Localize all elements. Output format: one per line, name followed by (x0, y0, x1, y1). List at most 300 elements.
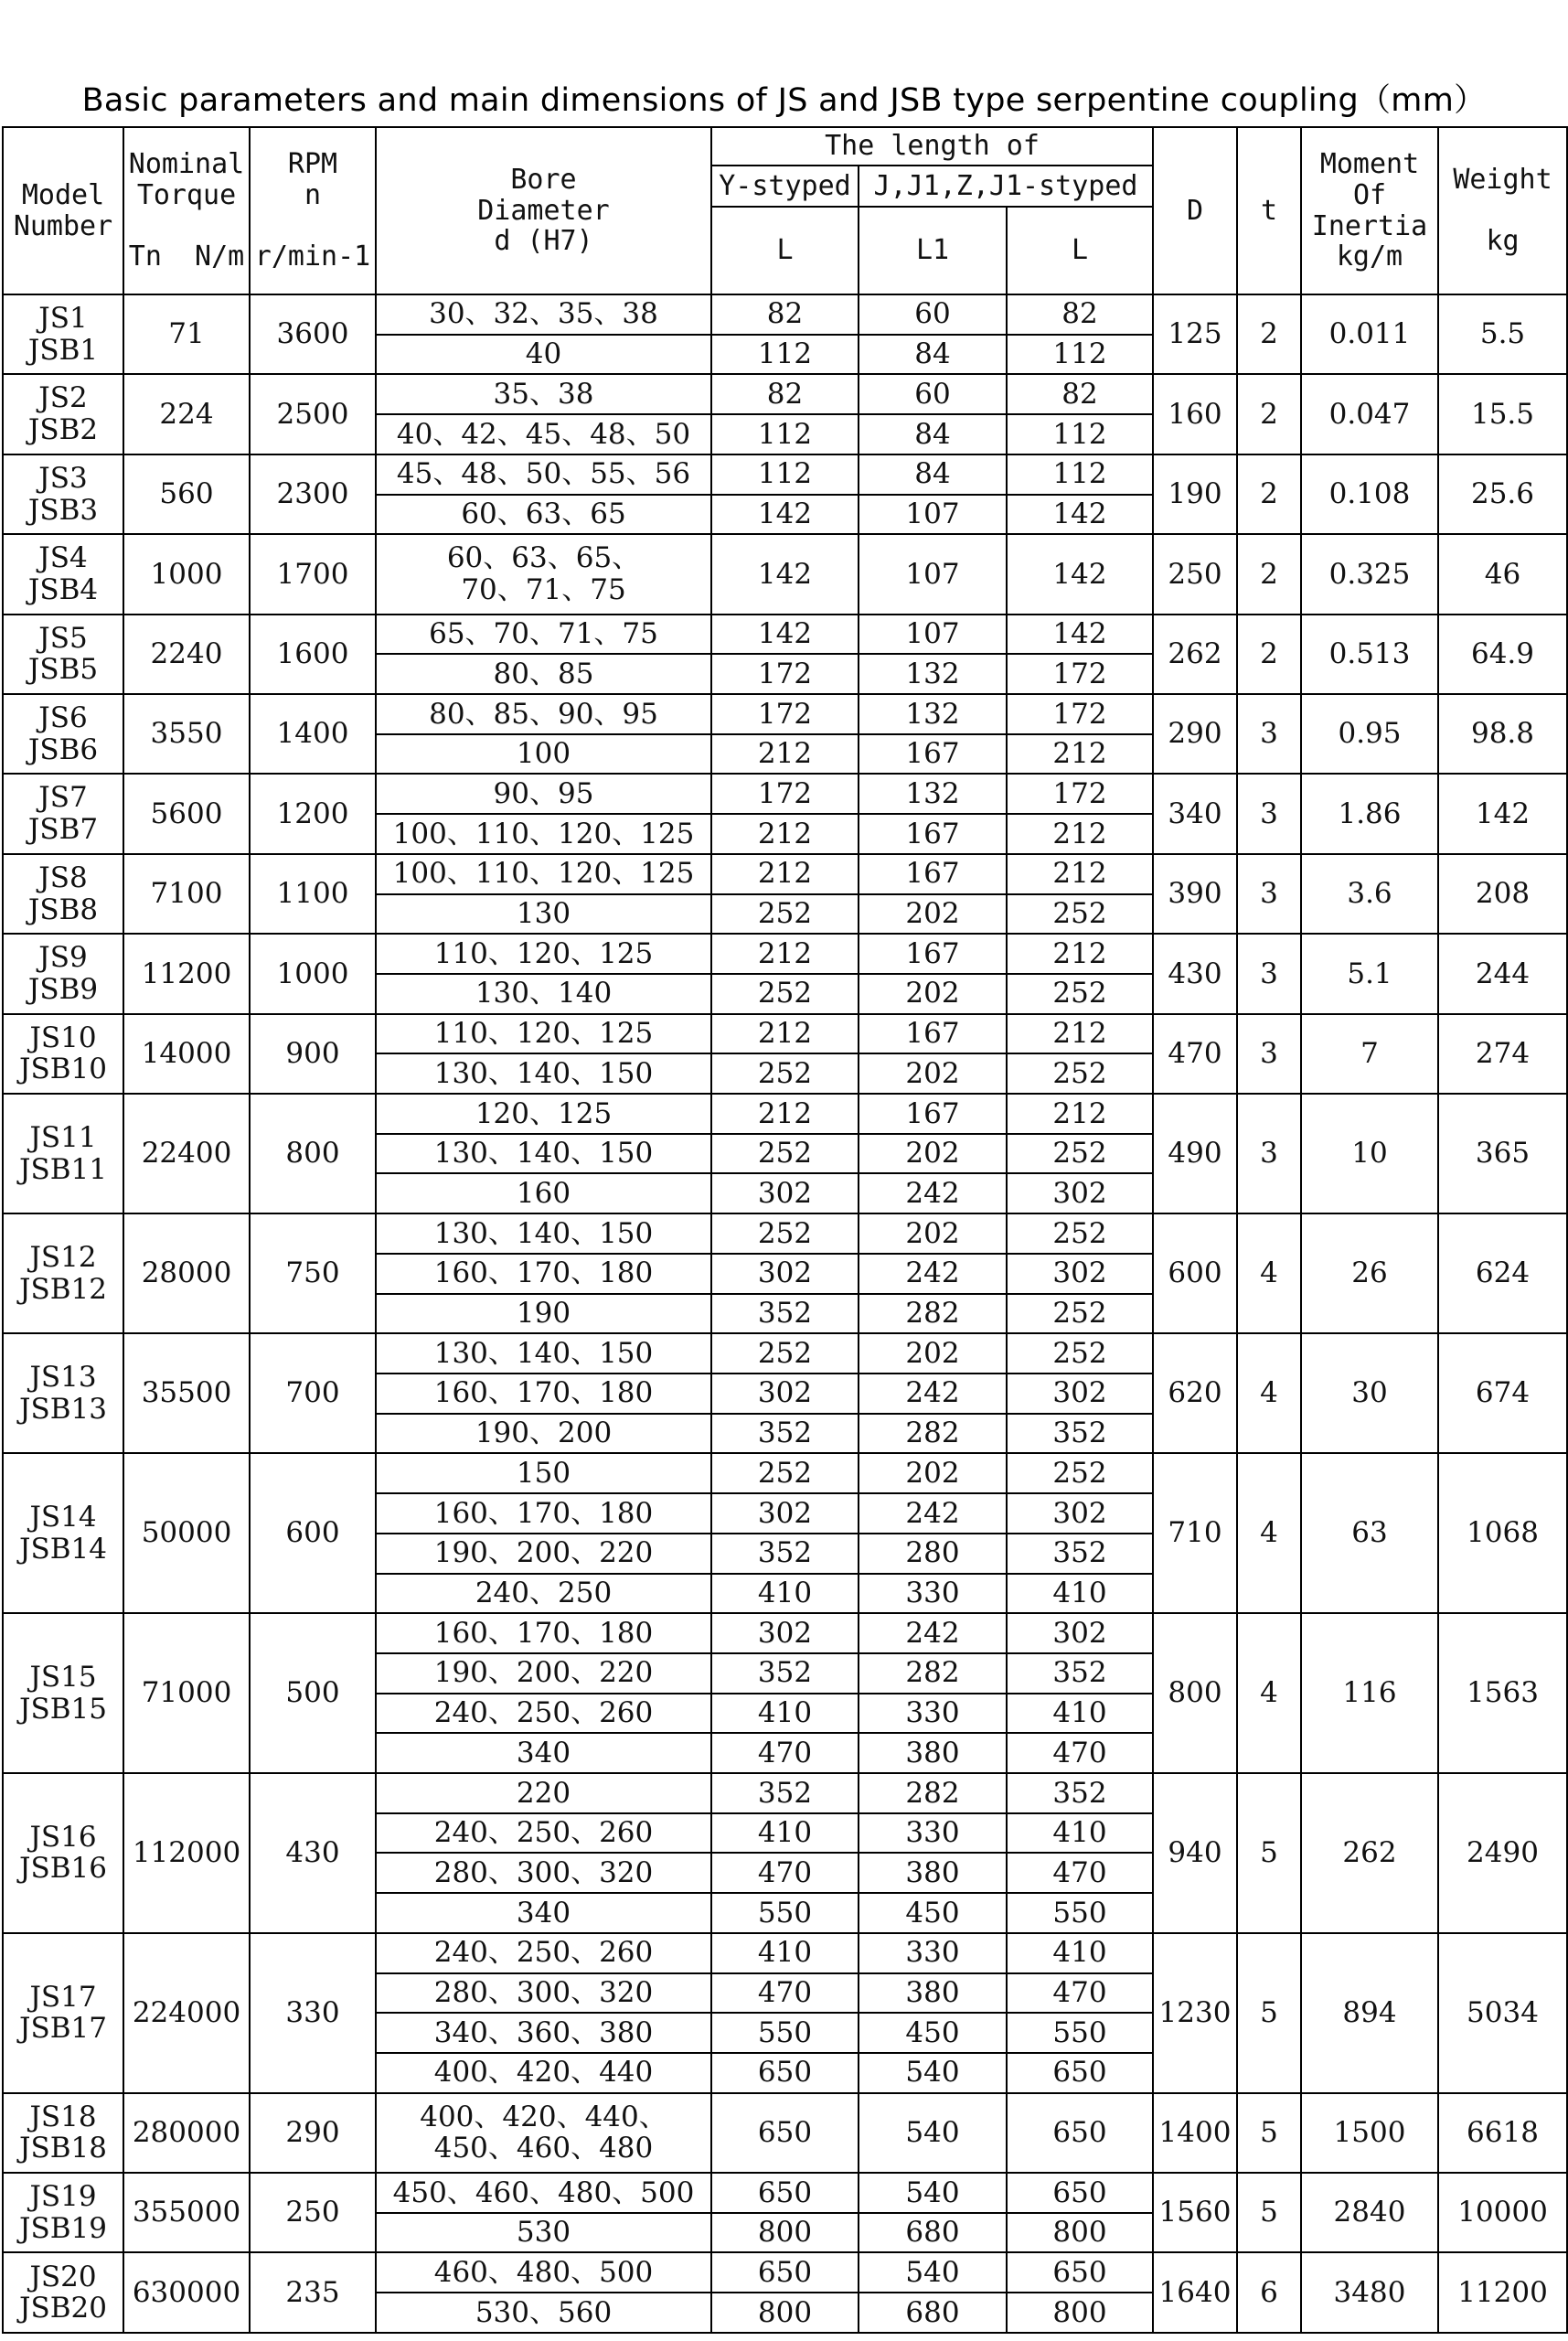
length-j-l-cell: 410 (1007, 1813, 1153, 1854)
bore-cell: 60、63、65 (376, 495, 711, 535)
length-l1-cell: 242 (859, 1254, 1007, 1294)
d-cell: 490 (1153, 1094, 1237, 1213)
d-cell: 250 (1153, 534, 1237, 614)
torque-cell: 224000 (123, 1933, 250, 2093)
table-row (3, 1453, 1567, 1493)
weight-cell: 2490 (1438, 1773, 1567, 1933)
length-l1-cell: 84 (859, 454, 1007, 495)
length-j-l-cell: 252 (1007, 1453, 1153, 1493)
torque-cell: 14000 (123, 1014, 250, 1094)
t-cell: 3 (1237, 1094, 1301, 1213)
header-d: D (1153, 127, 1237, 294)
model-js: JS12 (29, 1241, 97, 1275)
length-y-l-cell: 142 (711, 615, 859, 655)
inertia-cell: 3480 (1301, 2252, 1438, 2333)
rpm-cell: 900 (250, 1014, 376, 1094)
length-y-l-cell: 212 (711, 1014, 859, 1054)
length-j-l-cell: 82 (1007, 374, 1153, 414)
bore-cell: 450、460、480、500 (376, 2173, 711, 2213)
model-jsb: JSB12 (19, 1272, 107, 1306)
weight-cell: 25.6 (1438, 454, 1567, 534)
length-y-l-cell: 252 (711, 894, 859, 935)
length-l1-cell: 330 (859, 1933, 1007, 1973)
model-number-cell (3, 854, 123, 934)
bore-cell: 530 (376, 2213, 711, 2253)
header-t: t (1237, 127, 1301, 294)
header-l-j: L (1007, 207, 1153, 294)
inertia-cell: 1.86 (1301, 774, 1438, 853)
table-row (3, 534, 1567, 614)
length-y-l-cell: 470 (711, 1973, 859, 2014)
torque-cell: 630000 (123, 2252, 250, 2333)
bore-cell: 65、70、71、75 (376, 615, 711, 655)
model-js: JS3 (38, 461, 88, 495)
bore-cell: 160、170、180 (376, 1254, 711, 1294)
torque-cell: 280000 (123, 2093, 250, 2173)
model-jsb: JSB15 (19, 1692, 107, 1726)
bore-cell: 340 (376, 1733, 711, 1773)
weight-cell: 5034 (1438, 1933, 1567, 2093)
length-j-l-cell: 410 (1007, 1933, 1153, 1973)
bore-cell: 90、95 (376, 774, 711, 814)
length-j-l-cell: 172 (1007, 694, 1153, 734)
bore-cell: 160 (376, 1173, 711, 1213)
bore-cell: 130、140、150 (376, 1213, 711, 1254)
weight-cell: 208 (1438, 854, 1567, 934)
bore-cell: 400、420、440 (376, 2053, 711, 2093)
torque-cell: 11200 (123, 934, 250, 1013)
weight-cell: 6618 (1438, 2093, 1567, 2173)
bore-cell: 340、360、380 (376, 2013, 711, 2053)
table-row (3, 934, 1567, 974)
length-j-l-cell: 550 (1007, 2013, 1153, 2053)
inertia-cell: 1500 (1301, 2093, 1438, 2173)
d-cell: 262 (1153, 615, 1237, 694)
model-jsb: JSB14 (19, 1532, 107, 1566)
model-number-cell (3, 615, 123, 694)
inertia-cell: 0.011 (1301, 294, 1438, 374)
length-j-l-cell: 252 (1007, 1294, 1153, 1334)
model-number-cell (3, 1613, 123, 1773)
t-cell: 3 (1237, 1014, 1301, 1094)
length-j-l-cell: 352 (1007, 1414, 1153, 1454)
length-l1-cell: 167 (859, 814, 1007, 854)
t-cell: 3 (1237, 774, 1301, 853)
length-j-l-cell: 212 (1007, 854, 1153, 894)
model-number-cell (3, 694, 123, 774)
model-jsb: JSB19 (19, 2211, 107, 2245)
d-cell: 290 (1153, 694, 1237, 774)
bore-cell: 280、300、320 (376, 1973, 711, 2014)
table-row (3, 2252, 1567, 2293)
bore-cell: 280、300、320 (376, 1853, 711, 1893)
header-model-number: Model Number (3, 127, 123, 294)
torque-cell: 28000 (123, 1213, 250, 1333)
d-cell: 390 (1153, 854, 1237, 934)
length-y-l-cell: 252 (711, 1333, 859, 1374)
table-row (3, 2173, 1567, 2213)
length-l1-cell: 540 (859, 2173, 1007, 2213)
length-y-l-cell: 302 (711, 1613, 859, 1653)
length-l1-cell: 450 (859, 1893, 1007, 1933)
model-jsb: JSB2 (27, 413, 99, 447)
bore-cell: 80、85 (376, 654, 711, 694)
weight-cell: 5.5 (1438, 294, 1567, 374)
page-title: Basic parameters and main dimensions of JS and JSB type serpentine coupling（mm） (81, 82, 1487, 119)
model-number-cell (3, 1213, 123, 1333)
length-l1-cell: 282 (859, 1294, 1007, 1334)
bore-cell (376, 2093, 711, 2173)
length-j-l-cell: 470 (1007, 1973, 1153, 2014)
table-row (3, 294, 1567, 335)
inertia-cell: 26 (1301, 1213, 1438, 1333)
weight-cell: 274 (1438, 1014, 1567, 1094)
bore-cell: 35、38 (376, 374, 711, 414)
d-cell: 470 (1153, 1014, 1237, 1094)
length-j-l-cell: 550 (1007, 1893, 1153, 1933)
model-js: JS13 (29, 1361, 97, 1395)
length-y-l-cell: 252 (711, 1053, 859, 1094)
inertia-cell: 3.6 (1301, 854, 1438, 934)
model-jsb: JSB9 (27, 972, 99, 1006)
length-y-l-cell: 252 (711, 974, 859, 1014)
length-y-l-cell: 212 (711, 734, 859, 775)
model-js: JS9 (38, 941, 88, 975)
length-j-l-cell: 212 (1007, 1094, 1153, 1134)
length-l1-cell: 167 (859, 734, 1007, 775)
model-js: JS8 (38, 861, 88, 894)
model-jsb: JSB5 (27, 653, 99, 687)
rpm-cell: 1200 (250, 774, 376, 853)
table-row (3, 1333, 1567, 1374)
bore-cell: 110、120、125 (376, 1014, 711, 1054)
inertia-cell: 0.95 (1301, 694, 1438, 774)
length-j-l-cell: 252 (1007, 974, 1153, 1014)
rpm-cell: 1100 (250, 854, 376, 934)
length-j-l-cell: 470 (1007, 1853, 1153, 1893)
model-js: JS1 (38, 301, 88, 335)
weight-cell: 1068 (1438, 1453, 1567, 1613)
bore-cell: 80、85、90、95 (376, 694, 711, 734)
length-j-l-cell: 112 (1007, 414, 1153, 454)
t-cell: 3 (1237, 854, 1301, 934)
d-cell: 1230 (1153, 1933, 1237, 2093)
model-jsb: JSB4 (27, 572, 99, 606)
length-y-l-cell: 82 (711, 294, 859, 335)
length-l1-cell: 330 (859, 1574, 1007, 1614)
length-j-l-cell: 212 (1007, 814, 1153, 854)
weight-cell: 365 (1438, 1094, 1567, 1213)
inertia-cell: 894 (1301, 1933, 1438, 2093)
bore-cell: 150 (376, 1453, 711, 1493)
weight-cell: 10000 (1438, 2173, 1567, 2252)
bore-cell: 130、140、150 (376, 1053, 711, 1094)
length-y-l-cell: 112 (711, 414, 859, 454)
length-l1-cell: 132 (859, 774, 1007, 814)
rpm-cell: 800 (250, 1094, 376, 1213)
weight-cell: 46 (1438, 534, 1567, 614)
bore-cell: 190、200、220 (376, 1653, 711, 1694)
bore-cell: 100、110、120、125 (376, 854, 711, 894)
model-jsb: JSB13 (19, 1392, 107, 1426)
length-y-l-cell: 302 (711, 1254, 859, 1294)
length-l1-cell: 167 (859, 934, 1007, 974)
length-j-l-cell: 800 (1007, 2213, 1153, 2253)
table-header (3, 127, 1567, 294)
length-l1-cell: 282 (859, 1773, 1007, 1813)
length-j-l-cell: 252 (1007, 1134, 1153, 1174)
length-j-l-cell: 142 (1007, 615, 1153, 655)
rpm-cell: 235 (250, 2252, 376, 2333)
bore-line: 70、71、75 (461, 572, 626, 606)
model-js: JS14 (29, 1501, 97, 1534)
length-l1-cell: 60 (859, 374, 1007, 414)
table-row (3, 1933, 1567, 1973)
length-j-l-cell: 252 (1007, 1053, 1153, 1094)
model-js: JS19 (29, 2180, 97, 2214)
table-row (3, 454, 1567, 495)
model-number-cell (3, 1933, 123, 2093)
model-number-cell (3, 1773, 123, 1933)
rpm-cell: 1700 (250, 534, 376, 614)
bore-cell: 190 (376, 1294, 711, 1334)
length-y-l-cell: 650 (711, 2252, 859, 2293)
length-j-l-cell: 212 (1007, 734, 1153, 775)
bore-cell: 40 (376, 335, 711, 375)
length-j-l-cell: 302 (1007, 1254, 1153, 1294)
model-number-cell (3, 454, 123, 534)
bore-line: 400、420、440、 (420, 2100, 667, 2133)
t-cell: 2 (1237, 374, 1301, 454)
bore-cell: 160、170、180 (376, 1493, 711, 1534)
d-cell: 1560 (1153, 2173, 1237, 2252)
t-cell: 3 (1237, 694, 1301, 774)
bore-cell: 40、42、45、48、50 (376, 414, 711, 454)
model-js: JS6 (38, 701, 88, 735)
bore-cell: 130、140 (376, 974, 711, 1014)
torque-cell: 71000 (123, 1613, 250, 1773)
length-l1-cell: 167 (859, 1094, 1007, 1134)
rpm-cell: 330 (250, 1933, 376, 2093)
model-js: JS15 (29, 1660, 97, 1694)
rpm-cell: 750 (250, 1213, 376, 1333)
length-l1-cell: 330 (859, 1813, 1007, 1854)
table-body (3, 294, 1567, 2333)
length-l1-cell: 242 (859, 1173, 1007, 1213)
model-number-cell (3, 1014, 123, 1094)
bore-cell: 220 (376, 1773, 711, 1813)
t-cell: 2 (1237, 615, 1301, 694)
model-number-cell (3, 2173, 123, 2252)
weight-cell: 64.9 (1438, 615, 1567, 694)
model-jsb: JSB1 (27, 333, 99, 367)
length-l1-cell: 680 (859, 2293, 1007, 2333)
length-l1-cell: 202 (859, 1213, 1007, 1254)
length-j-l-cell: 212 (1007, 934, 1153, 974)
length-l1-cell: 202 (859, 1053, 1007, 1094)
length-j-l-cell: 410 (1007, 1694, 1153, 1734)
rpm-cell: 1600 (250, 615, 376, 694)
d-cell: 430 (1153, 934, 1237, 1013)
model-js: JS16 (29, 1820, 97, 1854)
d-cell: 340 (1153, 774, 1237, 853)
length-y-l-cell: 352 (711, 1653, 859, 1694)
model-number-cell (3, 1094, 123, 1213)
length-y-l-cell: 302 (711, 1374, 859, 1414)
length-l1-cell: 380 (859, 1853, 1007, 1893)
t-cell: 2 (1237, 534, 1301, 614)
bore-cell: 130 (376, 894, 711, 935)
table-row (3, 374, 1567, 414)
length-j-l-cell: 142 (1007, 534, 1153, 614)
length-l1-cell: 132 (859, 654, 1007, 694)
length-y-l-cell: 352 (711, 1294, 859, 1334)
rpm-cell: 1400 (250, 694, 376, 774)
length-j-l-cell: 650 (1007, 2173, 1153, 2213)
inertia-cell: 116 (1301, 1613, 1438, 1773)
header-moment-of-inertia: Moment Of Inertia kg/m (1301, 127, 1438, 294)
length-l1-cell: 202 (859, 1333, 1007, 1374)
weight-cell: 142 (1438, 774, 1567, 853)
length-l1-cell: 84 (859, 414, 1007, 454)
length-l1-cell: 202 (859, 974, 1007, 1014)
table-row (3, 1213, 1567, 1254)
length-y-l-cell: 112 (711, 335, 859, 375)
header-l1: L1 (859, 207, 1007, 294)
length-j-l-cell: 112 (1007, 335, 1153, 375)
length-l1-cell: 450 (859, 2013, 1007, 2053)
bore-cell: 130、140、150 (376, 1134, 711, 1174)
length-j-l-cell: 252 (1007, 1213, 1153, 1254)
table-row (3, 615, 1567, 655)
inertia-cell: 30 (1301, 1333, 1438, 1453)
length-j-l-cell: 82 (1007, 294, 1153, 335)
length-y-l-cell: 112 (711, 454, 859, 495)
model-jsb: JSB11 (19, 1152, 107, 1186)
t-cell: 2 (1237, 294, 1301, 374)
model-jsb: JSB16 (19, 1852, 107, 1886)
t-cell: 4 (1237, 1333, 1301, 1453)
table-row (3, 1773, 1567, 1813)
length-l1-cell: 202 (859, 1453, 1007, 1493)
length-y-l-cell: 252 (711, 1453, 859, 1493)
coupling-parameters-table (2, 126, 1568, 2334)
weight-cell: 674 (1438, 1333, 1567, 1453)
model-js: JS4 (38, 541, 88, 575)
table-row (3, 854, 1567, 894)
length-y-l-cell: 172 (711, 654, 859, 694)
length-y-l-cell: 82 (711, 374, 859, 414)
length-j-l-cell: 172 (1007, 774, 1153, 814)
torque-cell: 355000 (123, 2173, 250, 2252)
length-l1-cell: 540 (859, 2252, 1007, 2293)
bore-cell: 130、140、150 (376, 1333, 711, 1374)
model-js: JS18 (29, 2100, 97, 2133)
length-j-l-cell: 410 (1007, 1574, 1153, 1614)
length-y-l-cell: 172 (711, 694, 859, 734)
rpm-cell: 700 (250, 1333, 376, 1453)
length-l1-cell: 107 (859, 495, 1007, 535)
inertia-cell: 7 (1301, 1014, 1438, 1094)
bore-cell: 30、32、35、38 (376, 294, 711, 335)
model-number-cell (3, 2252, 123, 2333)
length-y-l-cell: 800 (711, 2213, 859, 2253)
length-y-l-cell: 800 (711, 2293, 859, 2333)
length-j-l-cell: 302 (1007, 1374, 1153, 1414)
bore-cell (376, 534, 711, 614)
model-js: JS7 (38, 781, 88, 815)
bore-cell: 340 (376, 1893, 711, 1933)
header-j-styped: J,J1,Z,J1-styped (859, 166, 1153, 207)
model-jsb: JSB10 (19, 1053, 107, 1086)
d-cell: 190 (1153, 454, 1237, 534)
length-j-l-cell: 650 (1007, 2053, 1153, 2093)
rpm-cell: 3600 (250, 294, 376, 374)
bore-cell: 190、200 (376, 1414, 711, 1454)
length-y-l-cell: 410 (711, 1694, 859, 1734)
length-j-l-cell: 470 (1007, 1733, 1153, 1773)
length-j-l-cell: 302 (1007, 1493, 1153, 1534)
torque-cell: 71 (123, 294, 250, 374)
length-j-l-cell: 112 (1007, 454, 1153, 495)
header-nominal-torque: Nominal Torque Tn N/m (123, 127, 250, 294)
length-j-l-cell: 352 (1007, 1653, 1153, 1694)
bore-cell: 110、120、125 (376, 934, 711, 974)
bore-cell: 240、250、260 (376, 1694, 711, 1734)
length-l1-cell: 202 (859, 1134, 1007, 1174)
model-js: JS10 (29, 1021, 97, 1054)
model-number-cell (3, 1453, 123, 1613)
bore-cell: 240、250 (376, 1574, 711, 1614)
length-y-l-cell: 142 (711, 495, 859, 535)
bore-cell: 120、125 (376, 1094, 711, 1134)
model-js: JS20 (29, 2260, 97, 2293)
bore-cell: 190、200、220 (376, 1534, 711, 1574)
length-j-l-cell: 800 (1007, 2293, 1153, 2333)
torque-cell: 35500 (123, 1333, 250, 1453)
t-cell: 5 (1237, 2173, 1301, 2252)
length-y-l-cell: 352 (711, 1773, 859, 1813)
bore-cell: 530、560 (376, 2293, 711, 2333)
t-cell: 3 (1237, 934, 1301, 1013)
d-cell: 800 (1153, 1613, 1237, 1773)
length-l1-cell: 540 (859, 2093, 1007, 2173)
length-y-l-cell: 650 (711, 2093, 859, 2173)
d-cell: 620 (1153, 1333, 1237, 1453)
t-cell: 5 (1237, 1933, 1301, 2093)
weight-cell: 98.8 (1438, 694, 1567, 774)
header-l-y: L (711, 207, 859, 294)
inertia-cell: 262 (1301, 1773, 1438, 1933)
inertia-cell: 5.1 (1301, 934, 1438, 1013)
inertia-cell: 0.047 (1301, 374, 1438, 454)
length-l1-cell: 380 (859, 1733, 1007, 1773)
d-cell: 1400 (1153, 2093, 1237, 2173)
d-cell: 940 (1153, 1773, 1237, 1933)
torque-cell: 560 (123, 454, 250, 534)
length-y-l-cell: 470 (711, 1853, 859, 1893)
length-j-l-cell: 212 (1007, 1014, 1153, 1054)
t-cell: 4 (1237, 1213, 1301, 1333)
torque-cell: 2240 (123, 615, 250, 694)
model-js: JS17 (29, 1980, 97, 2014)
length-y-l-cell: 142 (711, 534, 859, 614)
t-cell: 6 (1237, 2252, 1301, 2333)
model-number-cell (3, 294, 123, 374)
model-jsb: JSB20 (19, 2292, 107, 2325)
length-j-l-cell: 352 (1007, 1534, 1153, 1574)
length-y-l-cell: 212 (711, 814, 859, 854)
